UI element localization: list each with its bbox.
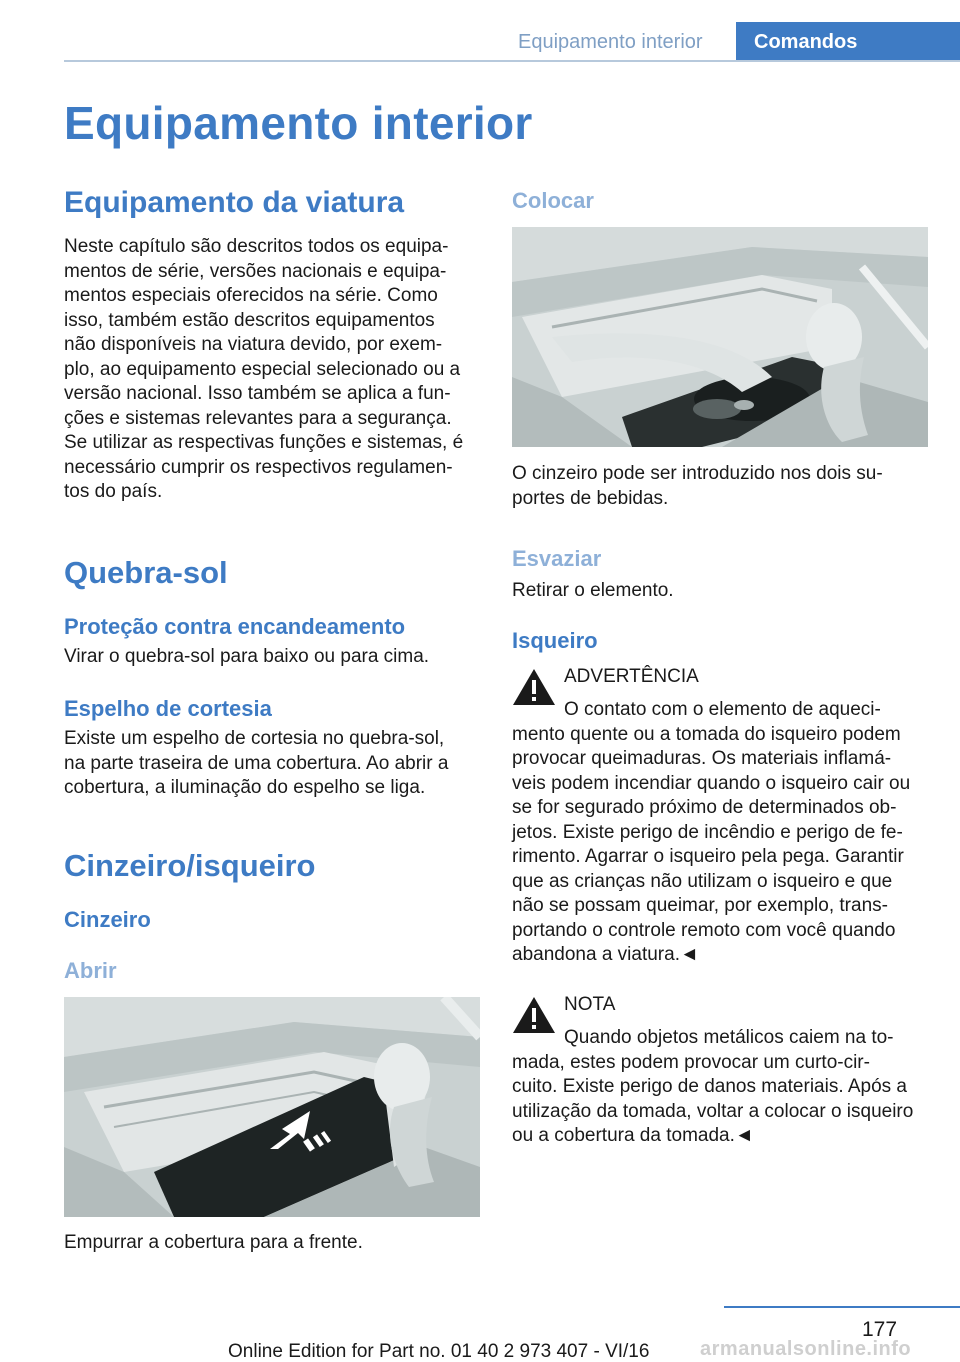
- running-header-section: Equipamento interior: [518, 31, 703, 53]
- page-title: Equipamento interior: [64, 97, 533, 149]
- arrow-up-icon: [260, 1099, 340, 1159]
- heading-vehicle-equipment: Equipamento da viatura: [64, 186, 405, 219]
- photo-ashtray-insert: [512, 227, 928, 447]
- paragraph-vehicle-equipment: Neste capítulo são descritos todos os equipa‐ mentos de série, versões nacionais e equipa‐ mentos especiais oferecidos na série. Como isso, também estão descritos equipamentos não disponíveis na viatura devido, por exem‐ plo, ao equipamento especial selecionado ou a versão nacional. Isso também se aplica a fun‐ ções e sistemas relevantes para a segurança. Se utilizar as respectivas funções e sistemas, é necessário cumprir os respectivos regulamen‐ tos do país.: [64, 236, 464, 502]
- paragraph-insert: O cinzeiro pode ser introduzido nos dois su‐ portes de bebidas.: [512, 463, 883, 509]
- footer-edition: Online Edition for Part no. 01 40 2 973 407 - VI/16: [228, 1341, 650, 1362]
- running-header-tab: Comandos: [736, 22, 960, 62]
- photo-ashtray-open: [64, 997, 480, 1217]
- header-rule: [64, 60, 960, 62]
- paragraph-empty: Retirar o elemento.: [512, 580, 674, 601]
- warning-text: O contato com o elemento de aqueci‐ mento quente ou a tomada do isqueiro podem provocar queimaduras. Os materiais inflamá‐ veis podem incendiar quando o isqueiro cair ou se for segurado próximo de determinados ob‐ jetos. Existe perigo de incêndio e perigo de fe‐ rimento. Agarrar o isqueiro pela pega. Garantir que as crianças não utilizam o isqueiro e que não se possam queimar, por exemplo, trans‐ portando o controle remoto com você quando abandona a viatura.◄: [512, 699, 911, 965]
- heading-ashtray-lighter: Cinzeiro/isqueiro: [64, 848, 316, 883]
- heading-ashtray: Cinzeiro: [64, 907, 151, 932]
- paragraph-vanity-mirror: Existe um espelho de cortesia no quebra-sol, na parte traseira de uma cobertura. Ao abrir a cobertura, a iluminação do espelho se liga.: [64, 728, 449, 798]
- heading-empty: Esvaziar: [512, 546, 602, 571]
- heading-glare-protection: Proteção contra encandeamento: [64, 614, 406, 639]
- heading-insert: Colocar: [512, 188, 594, 213]
- paragraph-glare-protection: Virar o quebra-sol para baixo ou para cima.: [64, 646, 430, 667]
- caption-ashtray-open: Empurrar a cobertura para a frente.: [64, 1232, 363, 1253]
- heading-lighter: Isqueiro: [512, 628, 598, 653]
- footer-rule: [724, 1306, 960, 1308]
- heading-vanity-mirror: Espelho de cortesia: [64, 696, 272, 721]
- note-text: Quando objetos metálicos caiem na to‐ mada, estes podem provocar um curto-cir‐ cuito. Existe perigo de danos materiais. Após a utilização da tomada, voltar a colocar o isqueiro ou a cobertura da tomada.◄: [512, 1027, 914, 1146]
- note-label: NOTA: [564, 994, 616, 1015]
- watermark: armanualsonline.info: [700, 1338, 912, 1360]
- heading-sun-visor: Quebra-sol: [64, 555, 228, 590]
- heading-open: Abrir: [64, 958, 117, 983]
- warning-label: ADVERTÊNCIA: [564, 666, 699, 687]
- page-number: 177: [862, 1318, 898, 1341]
